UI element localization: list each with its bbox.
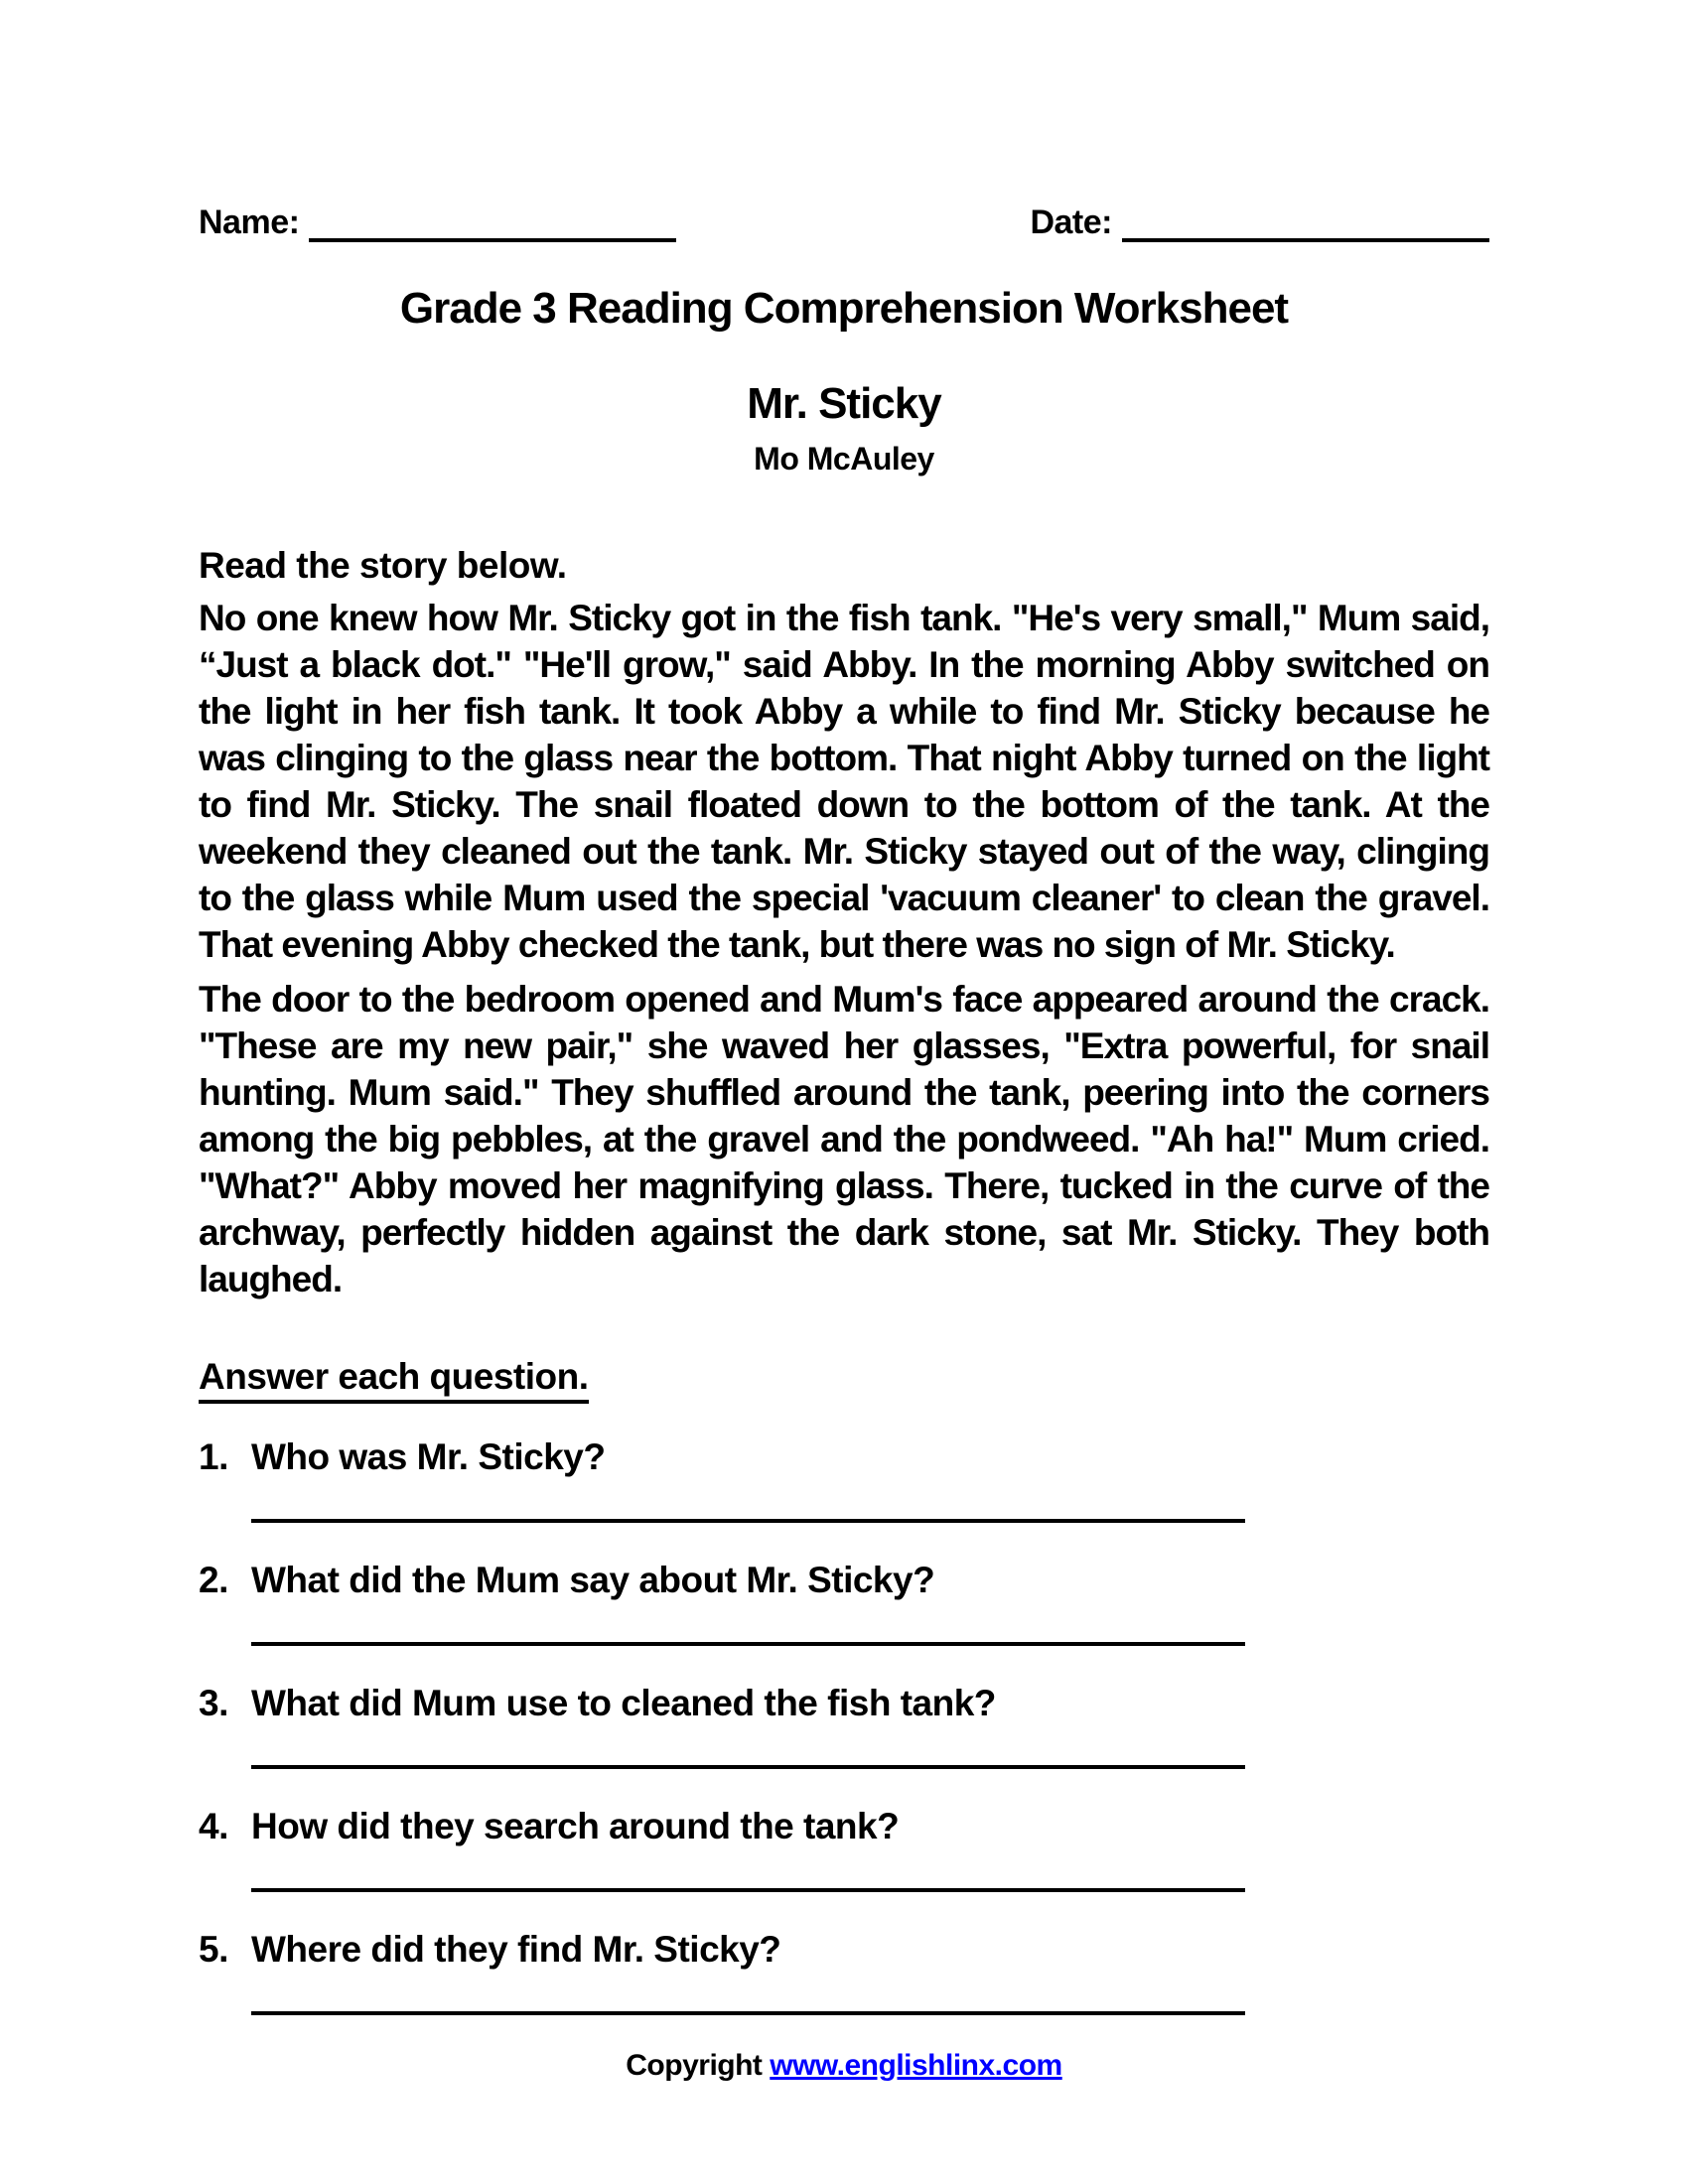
answer-write-line-5 [251, 2010, 1245, 2015]
question-number: 2. [199, 1560, 228, 1600]
page-title: Grade 3 Reading Comprehension Worksheet [399, 284, 1289, 333]
name-write-line [309, 205, 676, 242]
answer-write-line-2 [251, 1641, 1245, 1646]
name-label: Name: [199, 204, 300, 241]
question-row [199, 1926, 1489, 1973]
name-field-group [199, 204, 676, 242]
question-block-5 [199, 1926, 1489, 2015]
englishlinx-link[interactable]: www.englishlinx.com [770, 2049, 1062, 2082]
question-number: 5. [199, 1929, 228, 1970]
question-row [199, 1557, 1489, 1603]
answer-write-line-4 [251, 1887, 1245, 1892]
questions-list [199, 1433, 1489, 2015]
question-number: 1. [199, 1436, 228, 1477]
answer-instruction-wrap [199, 1356, 1489, 1404]
question-text: How did they search around the tank? [251, 1806, 900, 1846]
question-text: Where did they find Mr. Sticky? [251, 1929, 781, 1970]
question-number: 3. [199, 1683, 228, 1723]
copyright-label: Copyright [626, 2049, 763, 2082]
story-paragraph-2: The door to the bedroom opened and Mum's face appeared around the crack. "These are my new pair," she waved her glasses, "Extra powerful, for snail hunting. Mum said." They shuffled around the tank, peering into the corners among the big pebbles, at the gravel and the pondweed. "Ah ha!" Mum cried. "What?" Abby moved her magnifying glass. There, tucked in the curve of the archway, perfectly hidden against the dark stone, sat Mr. Sticky. They both laughed. [199, 979, 1489, 1299]
question-text: What did Mum use to cleaned the fish tank? [251, 1683, 996, 1723]
story-author: Mo McAuley [754, 441, 934, 477]
question-row [199, 1680, 1489, 1726]
question-row [199, 1803, 1489, 1849]
header-row [199, 204, 1489, 242]
date-label: Date: [1030, 204, 1112, 241]
answer-write-line-1 [251, 1518, 1245, 1523]
story-title: Mr. Sticky [747, 379, 941, 428]
question-block-2 [199, 1557, 1489, 1646]
question-text: Who was Mr. Sticky? [251, 1436, 606, 1477]
date-write-line [1122, 205, 1489, 242]
story-paragraph-1: No one knew how Mr. Sticky got in the fish tank. "He's very small," Mum said, “Just a black dot." "He'll grow," said Abby. In the morning Abby switched on the light in her fish tank. It took Abby a while to find Mr. Sticky because he was clinging to the glass near the bottom. That night Abby turned on the light to find Mr. Sticky. The snail floated down to the bottom of the tank. At the weekend they cleaned out the tank. Mr. Sticky stayed out of the way, clinging to the glass while Mum used the special 'vacuum cleaner' to clean the gravel. That evening Abby checked the tank, but there was no sign of Mr. Sticky. [199, 598, 1489, 965]
question-block-3 [199, 1680, 1489, 1769]
question-block-4 [199, 1803, 1489, 1892]
question-block-1 [199, 1433, 1489, 1523]
footer [199, 2049, 1489, 2083]
answer-instruction: Answer each question. [199, 1356, 589, 1404]
question-text: What did the Mum say about Mr. Sticky? [251, 1560, 935, 1600]
date-field-group [1030, 204, 1489, 242]
read-instruction: Read the story below. [199, 545, 567, 586]
answer-write-line-3 [251, 1764, 1245, 1769]
question-number: 4. [199, 1806, 228, 1846]
question-row [199, 1433, 1489, 1480]
